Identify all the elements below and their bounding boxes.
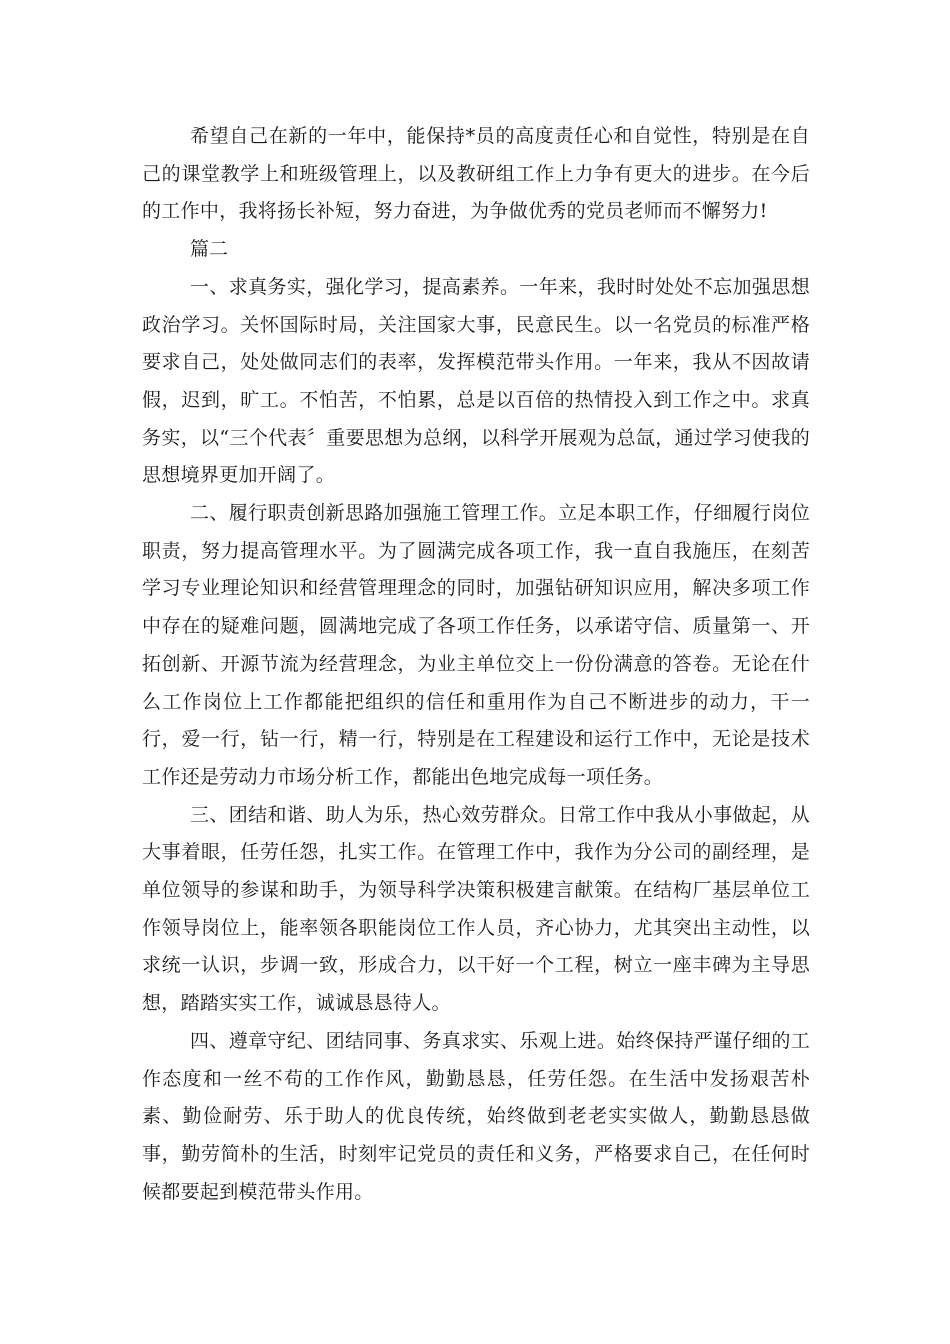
paragraph-closing-remarks: 希望自己在新的一年中，能保持*员的高度责任心和自觉性，特别是在自己的课堂教学上和班级管理上，以及教研组工作上力争有更大的进步。在今后的工作中，我将扬长补短，努力奋进，为争做优秀的党员老师而不懈努力!: [142, 125, 810, 223]
document-body: [142, 118, 810, 1211]
paragraph-point-two: 二、履行职责创新思路加强施工管理工作。立足本职工作，仔细履行岗位职责，努力提高管理水平。为了圆满完成各项工作，我一直自我施压，在刻苦学习专业理论知识和经营管理理念的同时，加强钻研知识应用，解决多项工作中存在的疑难问题，圆满地完成了各项工作任务，以承诺守信、质量第一、开拓创新、开源节流为经营理念，为业主单位交上一份份满意的答卷。无论在什么工作岗位上工作都能把组织的信任和重用作为自己不断进步的动力，干一行，爱一行，钻一行，精一行，特别是在工程建设和运行工作中，无论是技术工作还是劳动力市场分析工作，都能出色地完成每一项任务。: [142, 502, 810, 788]
paragraph-point-four: 四、遵章守纪、团结同事、务真求实、乐观上进。始终保持严谨仔细的工作态度和一丝不苟的工作作风，勤勤恳恳，任劳任怨。在生活中发扬艰苦朴素、勤俭耐劳、乐于助人的优良传统，始终做到老老实实做人，勤勤恳恳做事，勤劳简朴的生活，时刻牢记党员的责任和义务，严格要求自己，在任何时候都要起到模范带头作用。: [142, 1029, 810, 1203]
paragraph-point-one: 一、求真务实，强化学习，提高素养。一年来，我时时处处不忘加强思想政治学习。关怀国际时局，关注国家大事，民意民生。以一名党员的标准严格要求自己，处处做同志们的表率，发挥模范带头作用。一年来，我从不因故请假，迟到，旷工。不怕苦，不怕累，总是以百倍的热情投入到工作之中。求真务实，以“三个代表〞重要思想为总纲，以科学开展观为总氙，通过学习使我的思想境界更加开阔了。: [142, 275, 810, 487]
section-heading: 篇二: [190, 238, 229, 261]
paragraph-point-three: 三、团结和谐、助人为乐，热心效劳群众。日常工作中我从小事做起，从大事着眼，任劳任怨，扎实工作。在管理工作中，我作为分公司的副经理，是单位领导的参谋和助手，为领导科学决策积极建言献策。在结构厂基层单位工作领导岗位上，能率领各职能岗位工作人员，齐心协力，尤其突出主动性，以求统一认识，步调一致，形成合力，以干好一个工程，树立一座丰碑为主导思想，踏踏实实工作，诚诚恳恳待人。: [142, 803, 810, 1015]
